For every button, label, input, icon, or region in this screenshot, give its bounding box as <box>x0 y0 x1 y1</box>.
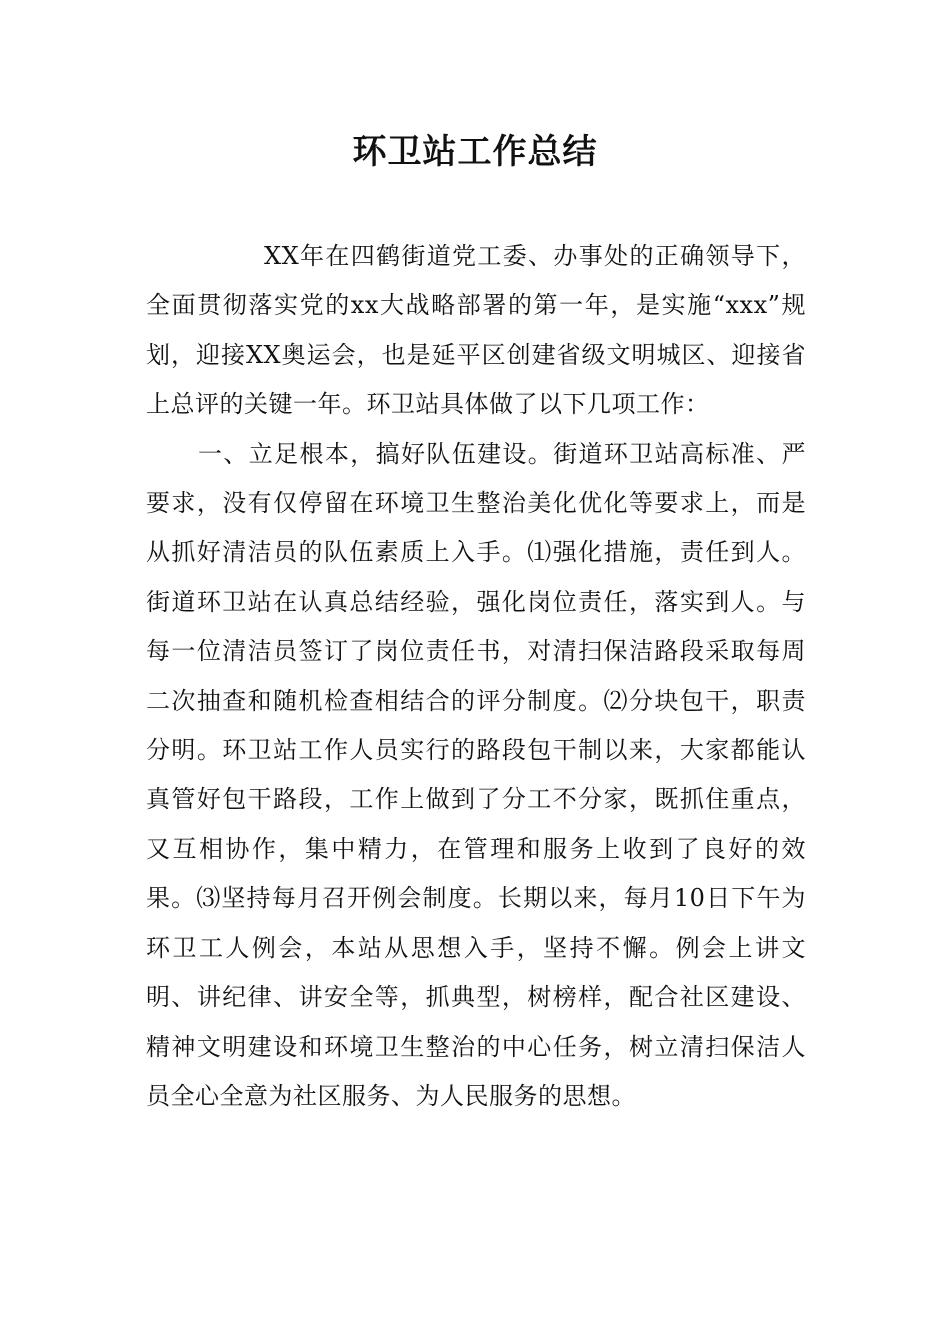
document-title: 环卫站工作总结 <box>352 132 598 172</box>
paragraph-team-building: 一、立足根本，搞好队伍建设。街道环卫站高标准、严要求，没有仅停留在环境卫生整治美化优化等要求上，而是从抓好清洁员的队伍素质上入手。⑴强化措施，责任到人。街道环卫站在认真总结经验，强化岗位责任，落实到人。与每一位清洁员签订了岗位责任书，对清扫保洁路段采取每周二次抽查和随机检查相结合的评分制度。⑵分块包干，职责分明。环卫站工作人员实行的路段包干制以来，大家都能认真管好包干路段，工作上做到了分工不分家，既抓住重点，又互相协作，集中精力，在管理和服务上收到了良好的效果。⑶坚持每月召开例会制度。长期以来，每月10日下午为环卫工人例会，本站从思想入手，坚持不懈。例会上讲文明、讲纪律、讲安全等，抓典型，树榜样，配合社区建设、精神文明建设和环境卫生整治的中心任务，树立清扫保洁人员全心全意为社区服务、为人民服务的思想。 <box>146 439 806 1110</box>
paragraph-intro: XX年在四鹤街道党工委、办事处的正确领导下，全面贯彻落实党的xx大战略部署的第一年，是实施“xxx”规划，迎接XX奥运会，也是延平区创建省级文明城区、迎接省上总评的关键一年。环卫站具体做了以下几项工作： <box>146 242 806 419</box>
document-body <box>146 232 806 1121</box>
